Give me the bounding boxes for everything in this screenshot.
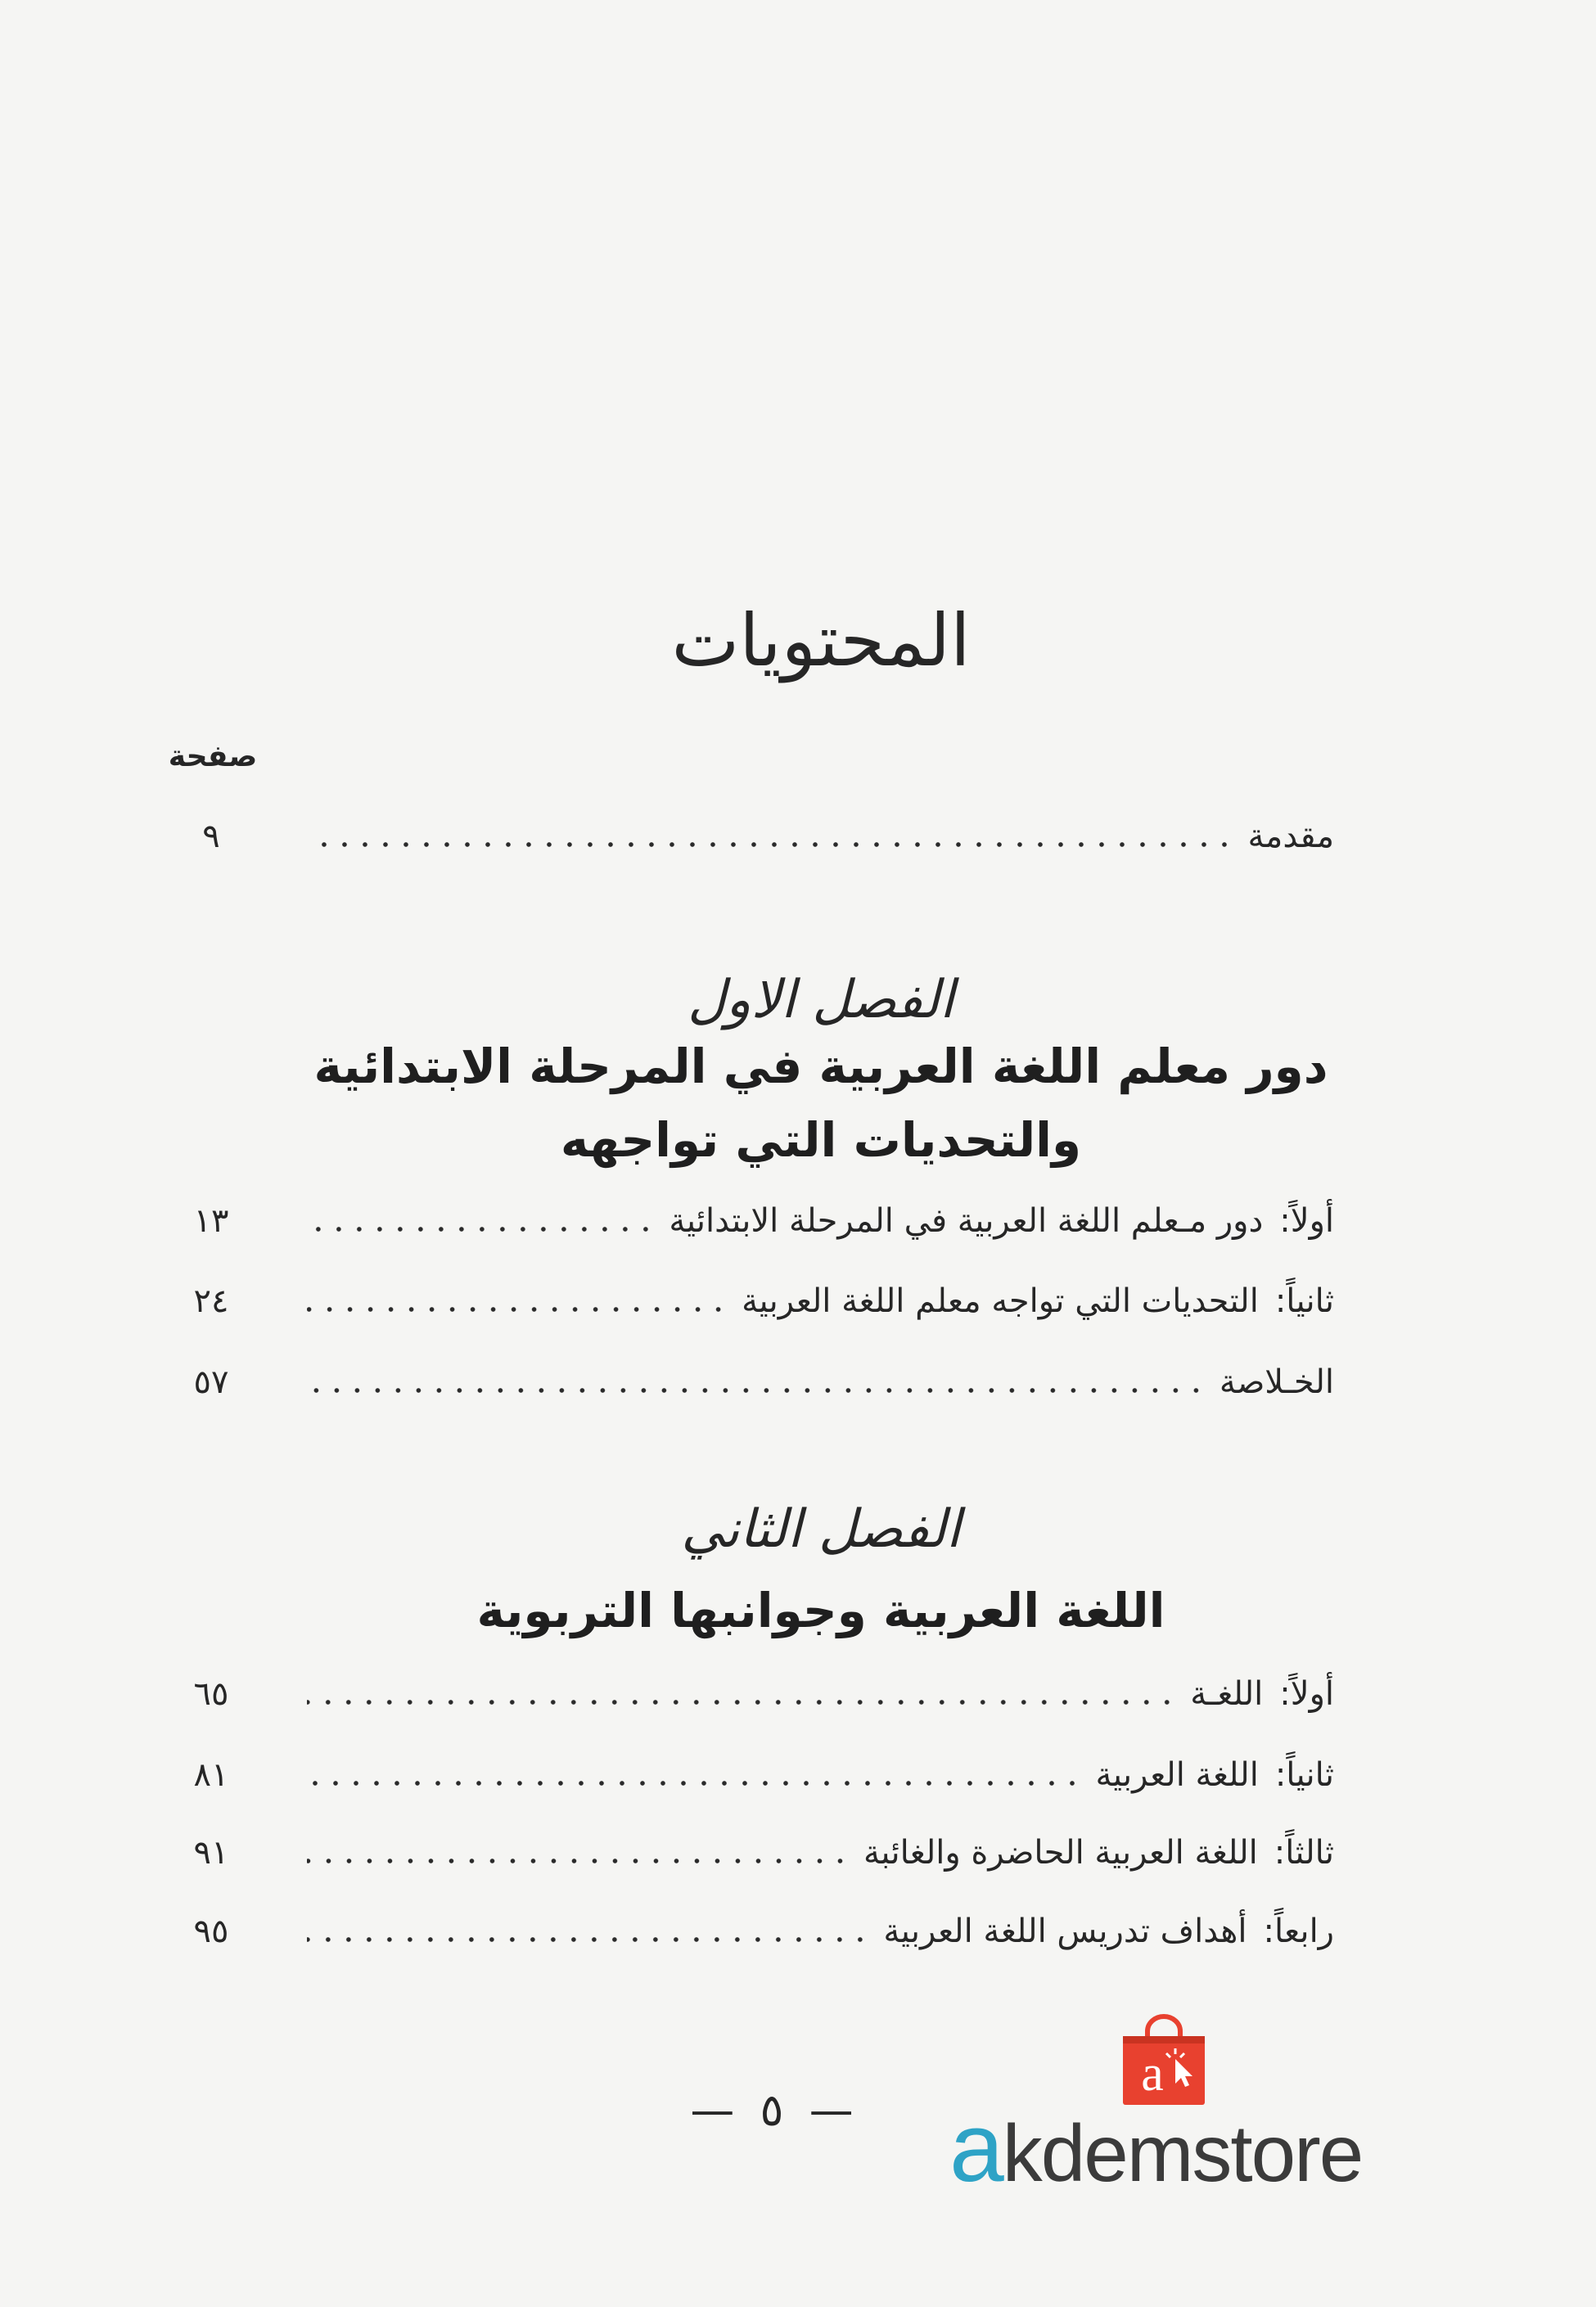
toc-row-chapter-1-second xyxy=(178,1277,1334,1326)
toc-entry-prefix: ثالثاً: xyxy=(1274,1834,1334,1872)
chapter-1-title-line-2: والتحديات التي تواجهه xyxy=(560,1112,1082,1168)
toc-page-number: ٩٥ xyxy=(193,1913,229,1950)
toc-entry-text: التحديات التي تواجه معلم اللغة العربية xyxy=(742,1282,1259,1320)
dot-leader xyxy=(307,1358,1206,1407)
toc-entry-prefix: أولاً: xyxy=(1279,1202,1334,1240)
dot-leader xyxy=(307,1196,656,1246)
toc-entry-label xyxy=(863,1828,1334,1877)
toc-row-chapter-2-fourth xyxy=(178,1907,1334,1956)
logo-wordmark xyxy=(949,2093,1363,2202)
toc-entry-text: مقدمة xyxy=(1247,818,1334,855)
toc-title: المحتويات xyxy=(671,598,971,683)
bag-handle xyxy=(1147,2016,1180,2039)
shopping-bag-icon xyxy=(1118,2013,1210,2106)
toc-entry-prefix: ثانياً: xyxy=(1274,1756,1334,1794)
dot-leader xyxy=(307,812,1234,861)
toc-entry-prefix: رابعاً: xyxy=(1263,1913,1334,1950)
toc-entry-label xyxy=(742,1277,1334,1326)
toc-row-chapter-2-third xyxy=(178,1828,1334,1877)
toc-entry-text: اللغة العربية الحاضرة والغائبة xyxy=(863,1834,1258,1872)
dot-leader xyxy=(307,1907,870,1956)
toc-entry-text: اللغـة xyxy=(1190,1675,1264,1713)
toc-page-number: ٦٥ xyxy=(193,1675,229,1713)
chapter-2-label: الفصل الثاني xyxy=(681,1499,961,1560)
toc-entry-prefix: ثانياً: xyxy=(1274,1282,1334,1320)
bag-body xyxy=(1123,2036,1205,2105)
logo-wordmark-first-letter: a xyxy=(949,2093,1003,2202)
toc-row-chapter-1-first xyxy=(178,1196,1334,1246)
toc-page-number: ٩١ xyxy=(193,1834,229,1872)
logo-wordmark-rest: kdemstore xyxy=(1002,2108,1363,2198)
dot-leader xyxy=(307,1751,1082,1800)
toc-entry-text: اللغة العربية xyxy=(1095,1756,1259,1794)
chapter-2-title: اللغة العربية وجوانبها التربوية xyxy=(476,1583,1165,1638)
toc-row-chapter-2-first xyxy=(178,1669,1334,1719)
dot-leader xyxy=(307,1669,1177,1719)
toc-page-number: ٩ xyxy=(202,818,220,855)
toc-entry-label xyxy=(1247,812,1334,861)
dot-leader xyxy=(307,1277,728,1326)
toc-entry-label xyxy=(1190,1669,1334,1719)
toc-row-chapter-2-second xyxy=(178,1751,1334,1800)
toc-entry-text: الخـلاصة xyxy=(1219,1363,1334,1401)
toc-entry-label xyxy=(883,1907,1334,1956)
toc-entry-label xyxy=(1220,1358,1334,1407)
toc-entry-text: دور مـعلم اللغة العربية في المرحلة الابتدائية xyxy=(669,1202,1264,1240)
logo-icon-letter: a xyxy=(1141,2046,1164,2102)
toc-entry-label xyxy=(669,1196,1334,1246)
toc-page-number: ٥٧ xyxy=(193,1363,229,1401)
page-column-label: صفحة xyxy=(168,740,258,773)
chapter-1-label: الفصل الاول xyxy=(688,970,954,1030)
footer-page-number: — ٥ — xyxy=(690,2084,854,2136)
chapter-1-title-line-1: دور معلم اللغة العربية في المرحلة الابتدائية xyxy=(313,1039,1328,1094)
toc-page-number: ١٣ xyxy=(193,1202,229,1240)
toc-page-number: ٢٤ xyxy=(193,1282,229,1320)
toc-entry-label xyxy=(1095,1751,1334,1800)
toc-row-introduction xyxy=(178,812,1334,861)
toc-entry-text: أهداف تدريس اللغة العربية xyxy=(883,1913,1247,1950)
bag-top-band xyxy=(1123,2036,1205,2043)
dot-leader xyxy=(307,1828,850,1877)
toc-entry-prefix: أولاً: xyxy=(1279,1675,1334,1713)
toc-page-number: ٨١ xyxy=(193,1756,229,1794)
toc-row-chapter-1-summary xyxy=(178,1358,1334,1407)
